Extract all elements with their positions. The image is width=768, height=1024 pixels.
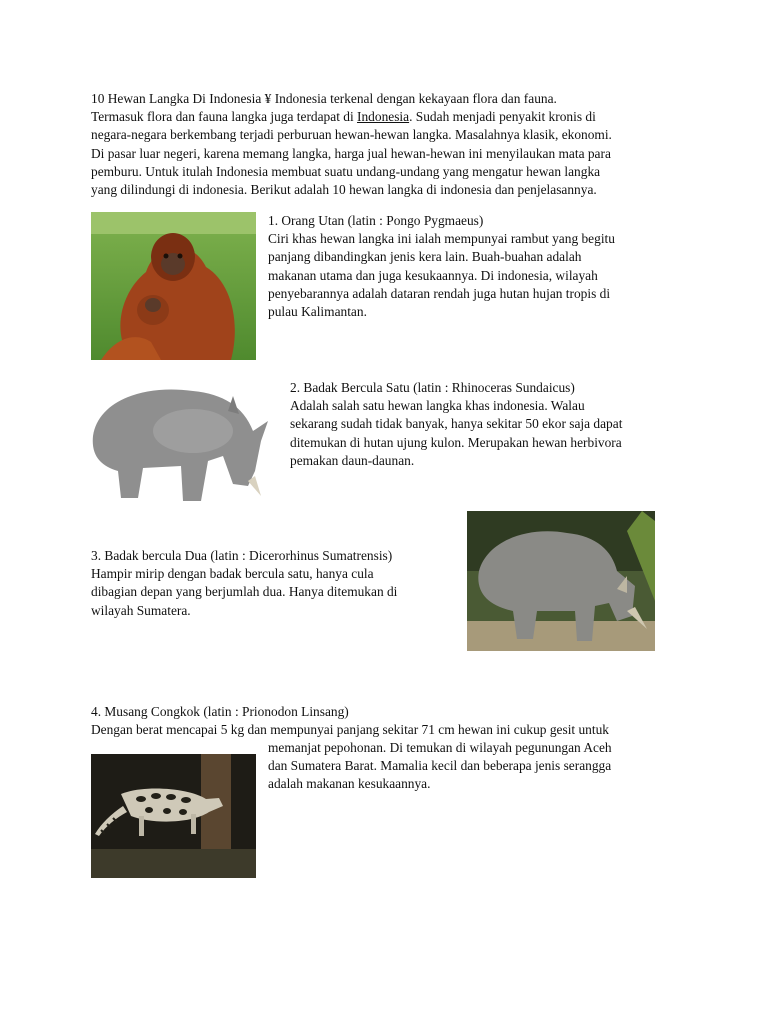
section-heading: 2. Badak Bercula Satu (latin : Rhinoceras Sundaicus) [290, 380, 575, 395]
section-text: panjang dibandingkan jenis kera lain. Buah-buahan adalah [268, 249, 582, 265]
intro-text: . Sudah menjadi penyakit kronis di [409, 109, 596, 125]
musang-photo [91, 754, 256, 878]
orangutan-section [268, 212, 615, 321]
section-heading: 3. Badak bercula Dua (latin : Dicerorhinus Sumatrensis) [91, 548, 393, 563]
section-text: Ciri khas hewan langka ini ialah mempunyai rambut yang begitu [268, 231, 615, 247]
section-heading: 4. Musang Congkok (latin : Prionodon Linsang) [91, 704, 349, 719]
intro-paragraph [91, 90, 691, 199]
musang-section-wrap [268, 739, 612, 794]
section-text: dan Sumatera Barat. Mamalia kecil dan beberapa jenis serangga [268, 758, 612, 774]
section-text: ditemukan di hutan ujung kulon. Merupakan hewan herbivora [290, 434, 622, 450]
section-text: dibagian depan yang berjumlah dua. Hanya ditemukan di [91, 584, 398, 600]
section-text: pulau Kalimantan. [268, 304, 367, 320]
intro-line: yang dilindungi di indonesia. Berikut adalah 10 hewan langka di indonesia dan penjelasannya. [91, 182, 597, 198]
rhino-two-horn-section [91, 547, 397, 620]
intro-line: negara-negara berkembang terjadi perburuan hewan-hewan langka. Masalahnya klasik, ekonomi. [91, 127, 612, 143]
section-text: memanjat pepohonan. Di temukan di wilayah pegunungan Aceh [268, 740, 612, 755]
section-text: sekarang sudah tidak banyak, hanya sekitar 50 ekor saja dapat [290, 416, 623, 432]
intro-line: pemburu. Untuk itulah Indonesia membuat suatu undang-undang yang mengatur hewan langka [91, 163, 601, 179]
section-text: Hampir mirip dengan badak bercula satu, hanya cula [91, 566, 374, 582]
musang-section [91, 703, 609, 739]
section-text: wilayah Sumatera. [91, 602, 191, 618]
orangutan-photo [91, 212, 256, 360]
section-text: adalah makanan kesukaannya. [268, 776, 431, 792]
rhino-two-horn-photo [467, 511, 655, 651]
section-heading: 1. Orang Utan (latin : Pongo Pygmaeus) [268, 213, 484, 228]
section-text: Dengan berat mencapai 5 kg dan mempunyai panjang sekitar 71 cm hewan ini cukup gesit untuk [91, 722, 609, 738]
intro-line: Di pasar luar negeri, karena memang langka, harga jual hewan-hewan ini menyilaukan mata para [91, 145, 611, 161]
intro-line: 10 Hewan Langka Di Indonesia ¥ Indonesia terkenal dengan kekayaan flora dan fauna. [91, 91, 557, 106]
intro-text: Termasuk flora dan fauna langka juga terdapat di [91, 109, 358, 125]
section-text: makanan utama dan juga kesukaannya. Di indonesia, wilayah [268, 267, 598, 283]
section-text: Adalah salah satu hewan langka khas indonesia. Walau [290, 398, 585, 414]
rhino-one-horn-photo [83, 376, 275, 510]
intro-line [91, 108, 691, 126]
section-text: penyebarannya adalah dataran rendah juga hutan hujan tropis di [268, 285, 611, 301]
rhino-one-horn-section [290, 379, 622, 470]
indonesia-link[interactable]: Indonesia [357, 109, 410, 125]
section-text: pemakan daun-daunan. [290, 452, 415, 468]
